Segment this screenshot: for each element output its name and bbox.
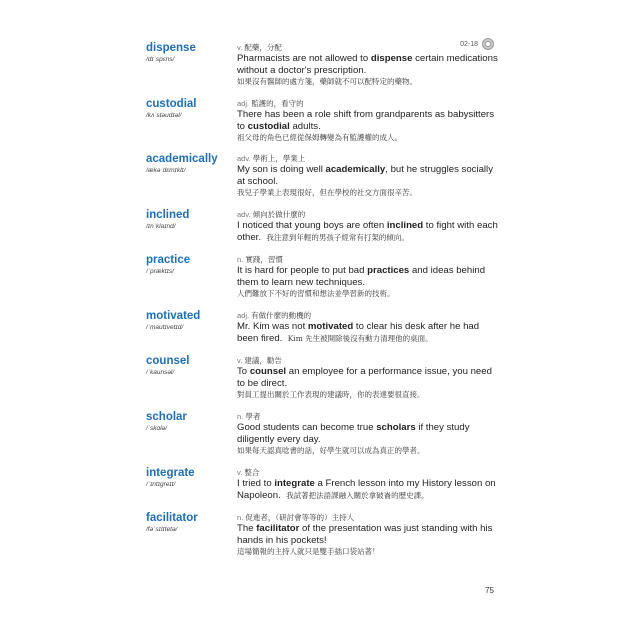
example-keyword: practices [367, 265, 410, 276]
example-sentence [237, 164, 502, 187]
example-text: The [237, 523, 257, 534]
phonetic: /ˈskɑlə/ [146, 425, 167, 432]
track-number: 02-18 [460, 40, 478, 48]
chinese-translation: 我兒子學業上表現很好，但在學校的社交方面很辛苦。 [237, 188, 417, 197]
part-of-speech-line [237, 153, 502, 164]
example-text: My son is doing well [237, 164, 326, 175]
example-keyword: facilitator [256, 523, 300, 534]
example-text: There has been a role shift from grandparents as babysitters to [237, 109, 495, 132]
headword-block [146, 467, 236, 488]
phonetic: /ˈpræktɪs/ [146, 268, 174, 275]
chinese-meaning: 整合 [244, 468, 260, 477]
example-text: certain medications without a doctor's prescription. [237, 53, 498, 76]
example-keyword: counsel [249, 366, 287, 377]
part-of-speech: adj. [237, 311, 250, 320]
headword-block [146, 209, 236, 230]
phonetic: /ˈmautɪvetɪd/ [146, 324, 184, 331]
part-of-speech: n. [237, 513, 244, 522]
example-text: an employee for a performance issue, you need to be direct. [237, 366, 492, 389]
example-text: to fight with each other. [237, 220, 498, 243]
example-text: adults. [289, 120, 321, 132]
headword: motivated [146, 310, 201, 322]
headword: integrate [146, 467, 195, 479]
part-of-speech-line [237, 355, 502, 366]
example-sentence [237, 422, 502, 445]
example-sentence [237, 321, 502, 344]
part-of-speech-line [237, 209, 502, 220]
headword-block [146, 512, 236, 533]
headword-block [146, 310, 236, 331]
chinese-meaning: 監護的，看守的 [251, 99, 304, 108]
part-of-speech: adv. [237, 210, 251, 219]
chinese-meaning: 促進者，（研討會等等的）主持人 [245, 513, 355, 522]
example-text: to clear his desk after he had been fired. [237, 321, 480, 344]
chinese-meaning: 配藥，分配 [244, 43, 282, 52]
headword-block [146, 98, 236, 119]
part-of-speech-line [237, 98, 502, 109]
definition-block [237, 153, 502, 198]
definition-block [237, 254, 502, 299]
part-of-speech: n. [237, 255, 244, 264]
headword-block [146, 254, 236, 275]
headword: facilitator [146, 512, 198, 524]
example-text: Pharmacists are not allowed to [237, 53, 371, 64]
example-keyword: motivated [307, 321, 354, 332]
example-text: It is hard for people to put bad [237, 265, 368, 276]
chinese-translation: 我試著把法語課融入關於拿破崙的歷史課。 [286, 490, 429, 500]
example-text: I noticed that young boys are often [237, 220, 387, 231]
part-of-speech: adj. [237, 99, 250, 108]
chinese-translation: 這場簡報的主持人就只是雙手插口袋站著！ [237, 547, 380, 556]
part-of-speech-line [237, 467, 502, 478]
headword: academically [146, 153, 218, 165]
headword-block [146, 411, 236, 432]
example-text: Good students can become true [237, 422, 377, 433]
headword-block [146, 355, 236, 376]
definition-block [237, 467, 502, 501]
chinese-meaning: 傾向於做什麼的 [252, 210, 306, 219]
example-text: of the presentation was just standing with his hands in his pockets! [237, 523, 493, 546]
part-of-speech: v. [237, 356, 243, 365]
page-number: 75 [485, 586, 494, 595]
definition-block [237, 42, 502, 87]
definition-block [237, 310, 502, 344]
part-of-speech: v. [237, 43, 243, 52]
chinese-translation: 祖父母的角色已經從保姆轉變為有監護權的成人。 [237, 133, 402, 142]
part-of-speech: v. [237, 468, 243, 477]
phonetic: /fəˈsɪlɪtetə/ [146, 526, 178, 533]
example-sentence [237, 366, 502, 389]
definition-block [237, 209, 502, 243]
example-text: To [237, 366, 250, 377]
example-sentence [237, 220, 502, 243]
example-text: Mr. Kim was not [237, 321, 308, 332]
example-sentence [237, 53, 502, 76]
example-text: , but he struggles socially at school. [237, 164, 493, 187]
headword-block [146, 153, 236, 174]
headword: scholar [146, 411, 187, 423]
part-of-speech: n. [237, 412, 244, 421]
chinese-meaning: 學者 [245, 412, 261, 421]
chinese-translation: Kim 先生被開除後沒有動力清理他的桌面。 [287, 333, 433, 343]
example-text: if they study diligently every day. [237, 422, 470, 445]
example-keyword: academically [325, 164, 386, 175]
phonetic: /dɪˈspɛns/ [146, 56, 175, 63]
example-sentence [237, 523, 502, 546]
chinese-translation: 人們難放下不好的習慣和想法並學習新的技術。 [237, 289, 395, 298]
phonetic: /ˈɪntɪgreɪt/ [146, 481, 176, 488]
example-keyword: inclined [386, 220, 424, 231]
part-of-speech-line [237, 411, 502, 422]
definition-block [237, 411, 502, 456]
part-of-speech-line [237, 254, 502, 265]
example-text: and ideas behind them to learn new techniques. [237, 265, 486, 288]
chinese-translation: 對員工提出關於工作表現的建議時，你的表達要很直接。 [237, 390, 425, 399]
example-keyword: dispense [370, 53, 413, 64]
part-of-speech-line [237, 310, 502, 321]
part-of-speech-line [237, 512, 502, 523]
chinese-meaning: 有做什麼的動機的 [251, 311, 312, 320]
chinese-translation: 如果每天認真唸書的話，好學生就可以成為真正的學者。 [237, 446, 425, 455]
example-text: a French lesson into my History lesson on Napoleon. [237, 478, 496, 501]
headword: counsel [146, 355, 190, 367]
headword: custodial [146, 98, 197, 110]
example-keyword: scholars [376, 422, 416, 433]
chinese-meaning: 建議，勸告 [244, 356, 282, 365]
phonetic: /kʌˈstəudɪəl/ [146, 112, 182, 119]
example-sentence [237, 109, 502, 132]
example-text: I tried to [237, 478, 275, 489]
chinese-meaning: 實踐，習慣 [245, 255, 283, 264]
example-keyword: integrate [274, 478, 315, 489]
definition-block [237, 512, 502, 557]
example-sentence [237, 478, 502, 501]
phonetic: /ˈkaunsəl/ [146, 369, 175, 376]
headword: practice [146, 254, 191, 266]
chinese-translation: 如果沒有醫師的處方箋，藥師就不可以配特定的藥物。 [237, 77, 417, 86]
chinese-translation: 我注意到年輕的男孩子經常有打架的傾向。 [266, 232, 409, 242]
headword: inclined [146, 209, 190, 221]
part-of-speech: adv. [237, 154, 251, 163]
chinese-meaning: 學術上，學業上 [252, 154, 306, 163]
definition-block [237, 355, 502, 400]
part-of-speech-line [237, 42, 502, 53]
headword-block [146, 42, 236, 63]
headword: dispense [146, 42, 196, 54]
phonetic: /ækəˈdɛmɪklɪ/ [146, 167, 186, 174]
example-sentence [237, 265, 502, 288]
definition-block [237, 98, 502, 143]
example-keyword: custodial [247, 120, 290, 132]
phonetic: /ɪnˈklaɪnd/ [146, 223, 176, 230]
